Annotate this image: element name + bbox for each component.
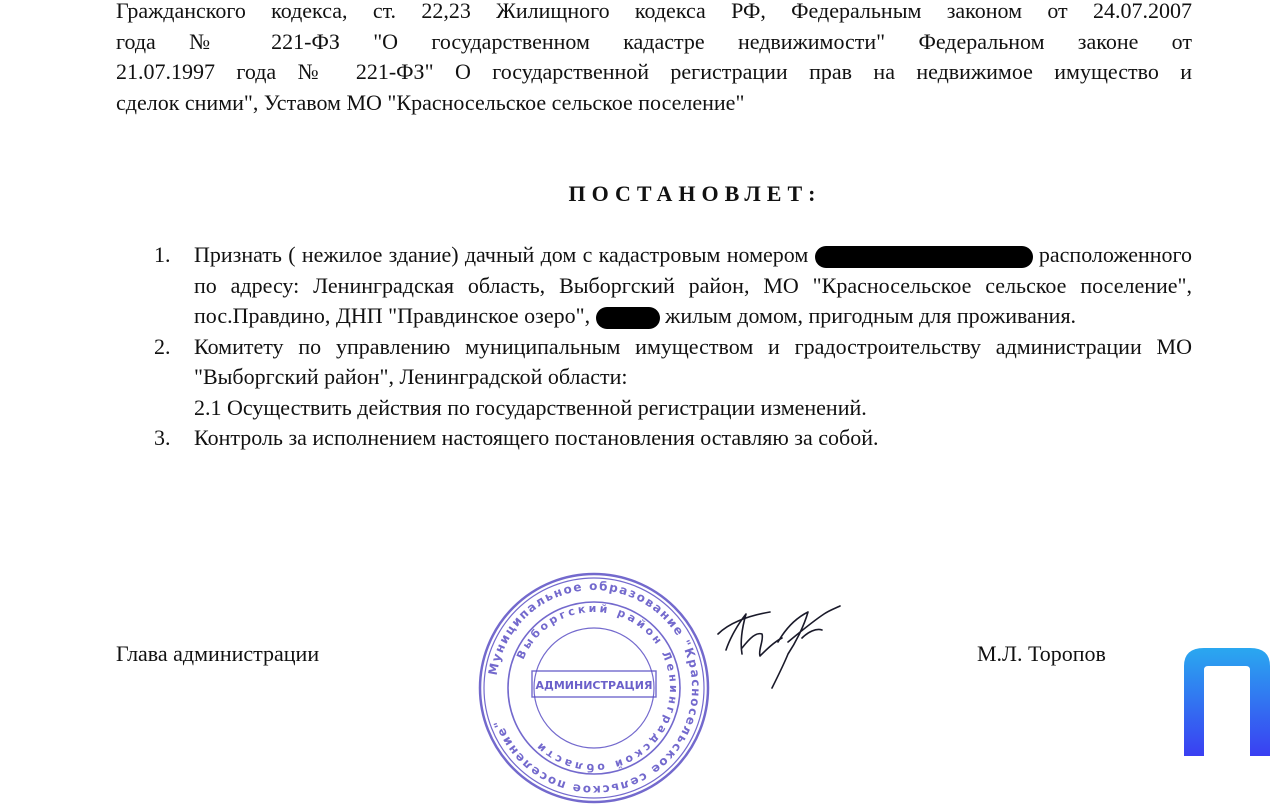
list-item — [150, 240, 1192, 332]
item-number: 2. — [154, 333, 171, 359]
intro-line: Гражданского кодекса, ст. 22,23 Жилищного кодекса РФ, Федеральным законом от 24.07.2007 — [116, 0, 1192, 23]
item-text-part: Признать ( нежилое здание) дачный дом с кадастровым номером — [194, 242, 809, 267]
official-stamp — [474, 568, 714, 808]
redaction-bar — [815, 246, 1033, 268]
handwritten-signature — [712, 598, 862, 698]
sub-item-text: 2.1 Осуществить действия по государственной регистрации изменений. — [194, 394, 867, 420]
list-item — [150, 332, 1192, 424]
item-text — [194, 240, 1192, 332]
item-text: Комитету по управлению муниципальным имуществом и градостроительству администрации МО "Выборгский район", Ленинградской области: — [194, 333, 1192, 389]
resolution-list — [150, 240, 1192, 454]
item-text-part: расположенного по адресу: Ленинградская область, Выборгский район, МО "Красносельское сельское поселение", пос.Правдино, ДНП "Правдинское озеро", — [194, 242, 1193, 328]
signature-title: Глава администрации — [116, 641, 320, 666]
stamp-center-text: АДМИНИСТРАЦИЯ — [535, 679, 653, 692]
redaction-bar — [596, 307, 660, 329]
item-text-part: жилым домом, пригодным для проживания. — [665, 303, 1077, 328]
intro-line: года № 221-ФЗ "О государственном кадастре недвижимости" Федеральном законе от — [116, 28, 1192, 54]
stamp-outer-text: Муниципальное образование "Красносельское сельское поселение" — [485, 578, 704, 798]
resolution-heading: ПОСТАНОВЛЕТ: — [568, 181, 822, 206]
intro-line: 21.07.1997 года № 221-ФЗ" О государственной регистрации прав на недвижимое имущество и — [116, 59, 1192, 84]
item-text: Контроль за исполнением настоящего постановления оставляю за собой. — [194, 425, 879, 450]
signatory-name: М.Л. Торопов — [977, 641, 1106, 666]
item-number: 1. — [154, 242, 171, 267]
stamp-inner-text: Выборгский район Ленинградской области — [514, 601, 681, 775]
item-number: 3. — [154, 425, 171, 450]
intro-line: сделок сними", Уставом МО "Красносельское сельское поселение" — [116, 89, 745, 115]
app-logo — [1180, 644, 1274, 756]
list-item — [150, 423, 1192, 454]
intro-paragraph — [116, 0, 1192, 118]
